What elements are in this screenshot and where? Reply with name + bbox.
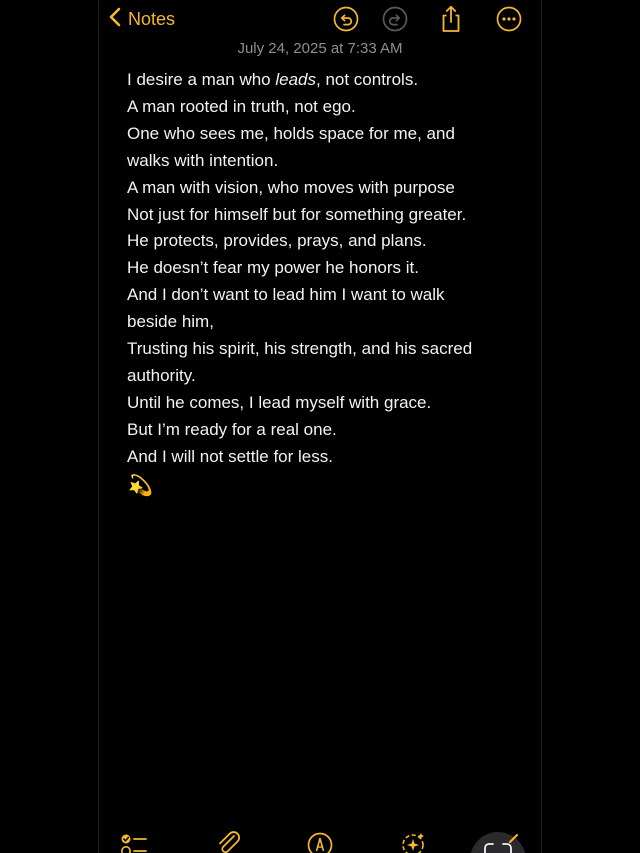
ellipsis-circle-icon[interactable] <box>495 5 523 33</box>
note-line <box>127 67 527 94</box>
redo-icon[interactable] <box>381 5 409 33</box>
note-line: Until he comes, I lead myself with grace. <box>127 392 432 412</box>
chevron-left-icon <box>108 6 122 33</box>
undo-icon[interactable] <box>332 5 360 33</box>
compose-button[interactable] <box>470 832 526 853</box>
back-label: Notes <box>128 8 176 29</box>
note-line: He doesn’t fear my power he honors it. <box>127 258 419 278</box>
checklist-icon[interactable] <box>119 830 149 853</box>
back-button[interactable] <box>108 4 175 34</box>
note-body[interactable] <box>127 67 527 501</box>
note-line: One who sees me, holds space for me, and <box>127 123 455 143</box>
paperclip-icon[interactable] <box>214 830 244 853</box>
note-line: A man rooted in truth, not ego. <box>127 96 356 116</box>
note-line: And I will not settle for less. <box>127 446 333 466</box>
note-line: But I’m ready for a real one. <box>127 419 337 439</box>
pen-circle-icon[interactable] <box>305 830 335 853</box>
panel-divider-right <box>541 0 542 853</box>
panel-divider-left <box>98 0 99 853</box>
note-line: He protects, provides, prays, and plans. <box>127 231 427 251</box>
pencil-icon <box>508 831 520 849</box>
note-line: Not just for himself but for something greater. <box>127 204 467 224</box>
note-line: And I don’t want to lead him I want to walk <box>127 285 445 305</box>
share-icon[interactable] <box>437 5 465 33</box>
note-line-text: , not controls. <box>316 70 419 89</box>
note-line-emphasis: leads <box>275 70 316 89</box>
note-line: Trusting his spirit, his strength, and his sacred <box>127 339 473 359</box>
note-line-text: I desire a man who <box>127 70 276 89</box>
bottom-toolbar <box>0 826 640 853</box>
note-line: beside him, <box>127 312 214 332</box>
note-line: A man with vision, who moves with purpose <box>127 177 455 197</box>
note-line: walks with intention. <box>127 150 279 170</box>
note-timestamp: July 24, 2025 at 7:33 AM <box>237 40 403 57</box>
dizzy-emoji: 💫 <box>128 474 153 497</box>
sparkle-icon[interactable] <box>398 830 428 853</box>
note-line: authority. <box>127 365 196 385</box>
top-toolbar <box>0 0 640 40</box>
